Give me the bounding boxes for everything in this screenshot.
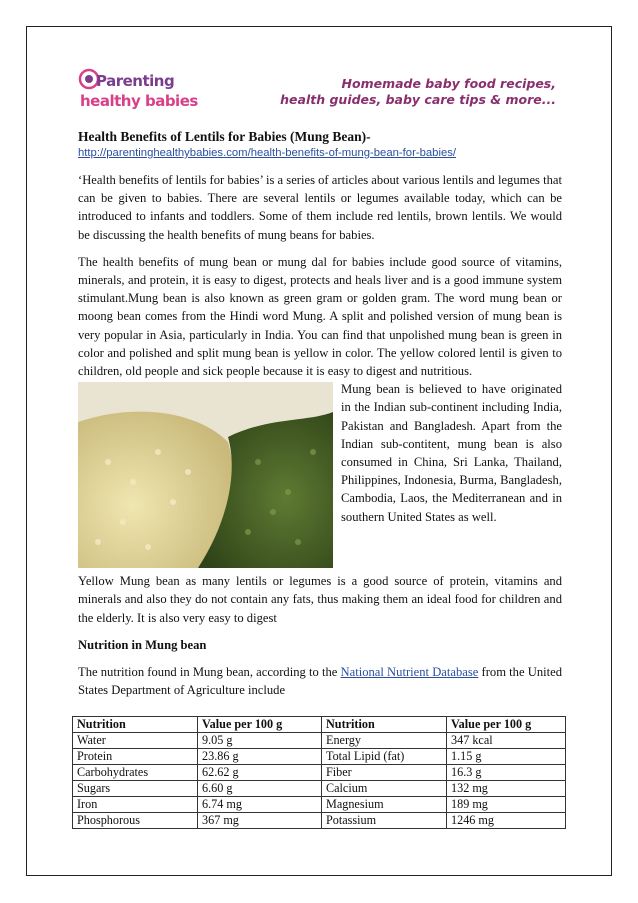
- nutrition-subheading: Nutrition in Mung bean: [78, 637, 207, 652]
- table-cell: Water: [73, 733, 198, 749]
- column-header: Value per 100 g: [447, 717, 566, 733]
- table-cell: Potassium: [322, 813, 447, 829]
- paragraph-intro: ‘Health benefits of lentils for babies’ is a series of articles about various lentils and legumes that can be given to babies. There are several lentils or legumes available today, which can be introduced to infants and toddlers. Some of them include red lentils, brown lentils. We would be discussing the health benefits of mung beans for babies.: [78, 173, 562, 242]
- table-cell: 9.05 g: [198, 733, 322, 749]
- national-nutrient-database-link[interactable]: National Nutrient Database: [340, 665, 479, 680]
- table-row: [73, 813, 566, 829]
- table-cell: Iron: [73, 797, 198, 813]
- table-cell: Phosphorous: [73, 813, 198, 829]
- article-url-link[interactable]: http://parentinghealthybabies.com/health-benefits-of-mung-bean-for-babies/: [78, 147, 457, 159]
- table-row: [73, 765, 566, 781]
- nutrition-source-text-end: from the United States Department of Agriculture include: [78, 665, 562, 698]
- table-cell: Calcium: [322, 781, 447, 797]
- article-body: [78, 128, 562, 708]
- table-cell: 16.3 g: [447, 765, 566, 781]
- table-cell: 132 mg: [447, 781, 566, 797]
- table-cell: 6.60 g: [198, 781, 322, 797]
- table-row: [73, 797, 566, 813]
- table-cell: Carbohydrates: [73, 765, 198, 781]
- table-cell: Energy: [322, 733, 447, 749]
- paragraph-yellow-mung: Yellow Mung bean as many lentils or legumes is a good source of protein, vitamins and minerals and also they do not contain any fats, thus making them an ideal food for children and the elderly. It is also very easy to digest: [78, 574, 562, 625]
- column-header: Nutrition: [73, 717, 198, 733]
- tagline-line-2: health guides, baby care tips & more...: [280, 92, 556, 107]
- table-row: [73, 733, 566, 749]
- column-header: Value per 100 g: [198, 717, 322, 733]
- table-row: [73, 781, 566, 797]
- tagline-line-1: Homemade baby food recipes,: [341, 76, 556, 91]
- table-cell: 1.15 g: [447, 749, 566, 765]
- column-header: Nutrition: [322, 717, 447, 733]
- nutrition-source-text: The nutrition found in Mung bean, according to the: [78, 665, 341, 680]
- table-cell: 347 kcal: [447, 733, 566, 749]
- table-cell: Sugars: [73, 781, 198, 797]
- site-logo[interactable]: [78, 68, 198, 120]
- table-cell: 23.86 g: [198, 749, 322, 765]
- table-cell: 1246 mg: [447, 813, 566, 829]
- table-cell: 189 mg: [447, 797, 566, 813]
- table-cell: Magnesium: [322, 797, 447, 813]
- table-cell: Fiber: [322, 765, 447, 781]
- table-cell: 367 mg: [198, 813, 322, 829]
- nutrition-table: [72, 716, 566, 829]
- table-cell: 62.62 g: [198, 765, 322, 781]
- article-title: Health Benefits of Lentils for Babies (Mung Bean)-: [78, 129, 371, 144]
- mung-bean-photo: [78, 382, 333, 568]
- table-row: [73, 749, 566, 765]
- site-tagline: [280, 76, 556, 108]
- paragraph-origin: Mung bean is believed to have originated in the Indian sub-continent including India, Pakistan and Bangladesh. Apart from the Indian sub-contitent, mung bean is also consumed in China, Sri Lanka, Thailand, Philippines, Indonesia, Burma, Bangladesh, Cambodia, Laos, the Mediterranean and in southern United States as well.: [341, 382, 562, 524]
- paragraph-benefits: The health benefits of mung bean or mung dal for babies include good source of vitamins, minerals, and protein, it is easy to digest, protects and heals liver and is a good immune system stimulant.Mung bean is also known as green gram or golden gram. The word mung bean or moong bean comes from the Hindi word Mung. A split and polished version of mung bean is very popular in Asia, particularly in India. You can find that unpolished mung bean is green in color and polished and split mung bean is yellow in color. The yellow colored lentil is given to children, old people and sick people because it is easy to digest and nutritious.: [78, 254, 562, 379]
- paragraph-nutrition-source: [78, 663, 562, 699]
- table-cell: 6.74 mg: [198, 797, 322, 813]
- logo-text-parenting: Parenting: [96, 72, 175, 90]
- table-cell: Protein: [73, 749, 198, 765]
- table-cell: Total Lipid (fat): [322, 749, 447, 765]
- logo-text-healthy-babies: healthy babies: [80, 92, 198, 110]
- table-header-row: [73, 717, 566, 733]
